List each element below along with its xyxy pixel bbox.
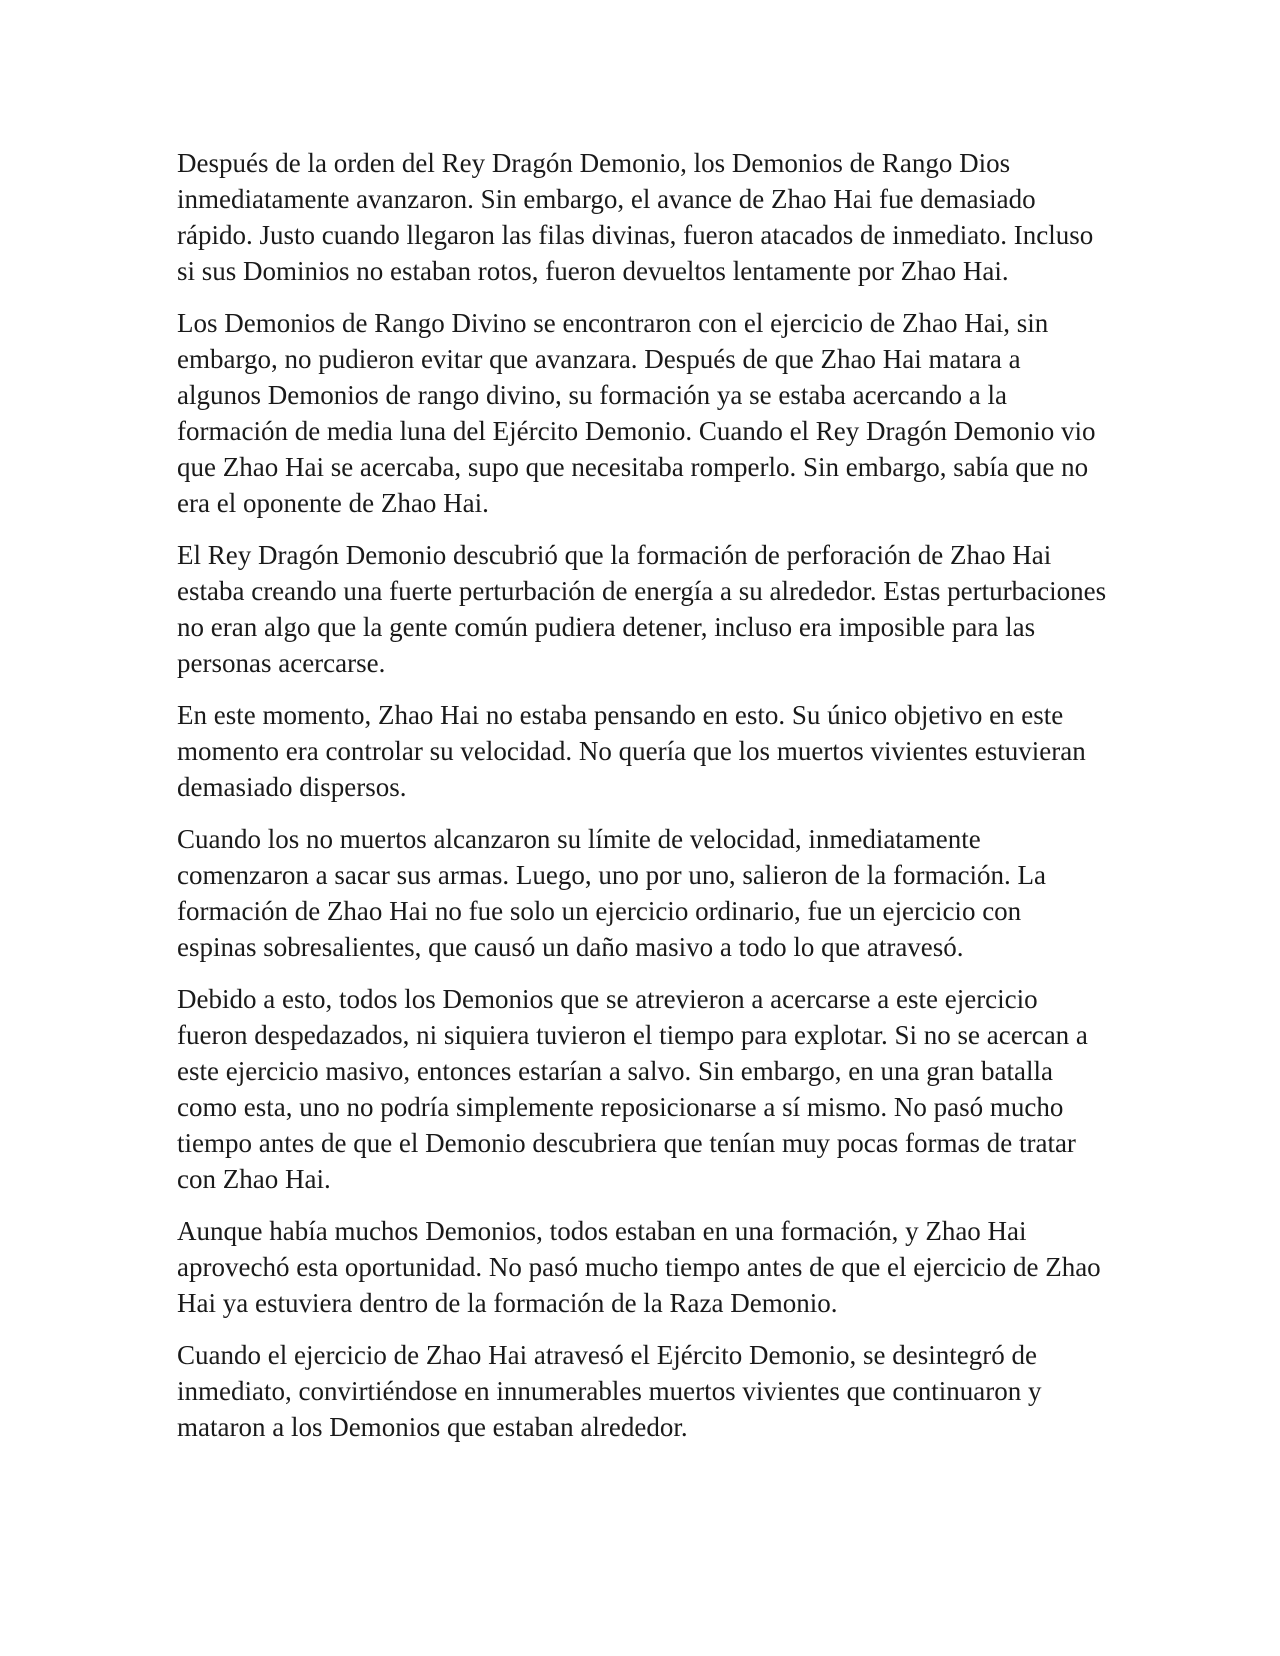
paragraph-7: Aunque había muchos Demonios, todos estaban en una formación, y Zhao Hai aprovechó esta oportunidad. No pasó mucho tiempo antes de que el ejercicio de Zhao Hai ya estuviera dentro de la formación de la Raza Demonio. — [177, 1216, 1101, 1318]
paragraph-1: Después de la orden del Rey Dragón Demonio, los Demonios de Rango Dios inmediatamente avanzaron. Sin embargo, el avance de Zhao Hai fue demasiado rápido. Justo cuando llegaron las filas divinas, fueron atacados de inmediato. Incluso si sus Dominios no estaban rotos, fueron devueltos lentamente por Zhao Hai. — [177, 148, 1094, 286]
paragraph-2: Los Demonios de Rango Divino se encontraron con el ejercicio de Zhao Hai, sin embargo, no pudieron evitar que avanzara. Después de que Zhao Hai matara a algunos Demonios de rango divino, su formación ya se estaba acercando a la formación de media luna del Ejército Demonio. Cuando el Rey Dragón Demonio vio que Zhao Hai se acercaba, supo que necesitaba romperlo. Sin embargo, sabía que no era el oponente de Zhao Hai. — [177, 308, 1096, 518]
paragraph-3: El Rey Dragón Demonio descubrió que la formación de perforación de Zhao Hai estaba creando una fuerte perturbación de energía a su alrededor. Estas perturbaciones no eran algo que la gente común pudiera detener, incluso era imposible para las personas acercarse. — [177, 540, 1107, 678]
paragraph-8: Cuando el ejercicio de Zhao Hai atravesó el Ejército Demonio, se desintegró de inmediato, convirtiéndose en innumerables muertos vivientes que continuaron y mataron a los Demonios que estaban alrededor. — [177, 1340, 1042, 1442]
document-body — [177, 145, 1107, 1461]
paragraph-5: Cuando los no muertos alcanzaron su límite de velocidad, inmediatamente comenzaron a sacar sus armas. Luego, uno por uno, salieron de la formación. La formación de Zhao Hai no fue solo un ejercicio ordinario, fue un ejercicio con espinas sobresalientes, que causó un daño masivo a todo lo que atravesó. — [177, 824, 1046, 962]
paragraph-4: En este momento, Zhao Hai no estaba pensando en esto. Su único objetivo en este momento era controlar su velocidad. No quería que los muertos vivientes estuvieran demasiado dispersos. — [177, 700, 1086, 802]
paragraph-6: Debido a esto, todos los Demonios que se atrevieron a acercarse a este ejercicio fueron despedazados, ni siquiera tuvieron el tiempo para explotar. Si no se acercan a este ejercicio masivo, entonces estarían a salvo. Sin embargo, en una gran batalla como esta, uno no podría simplemente reposicionarse a sí mismo. No pasó mucho tiempo antes de que el Demonio descubriera que tenían muy pocas formas de tratar con Zhao Hai. — [177, 984, 1088, 1194]
